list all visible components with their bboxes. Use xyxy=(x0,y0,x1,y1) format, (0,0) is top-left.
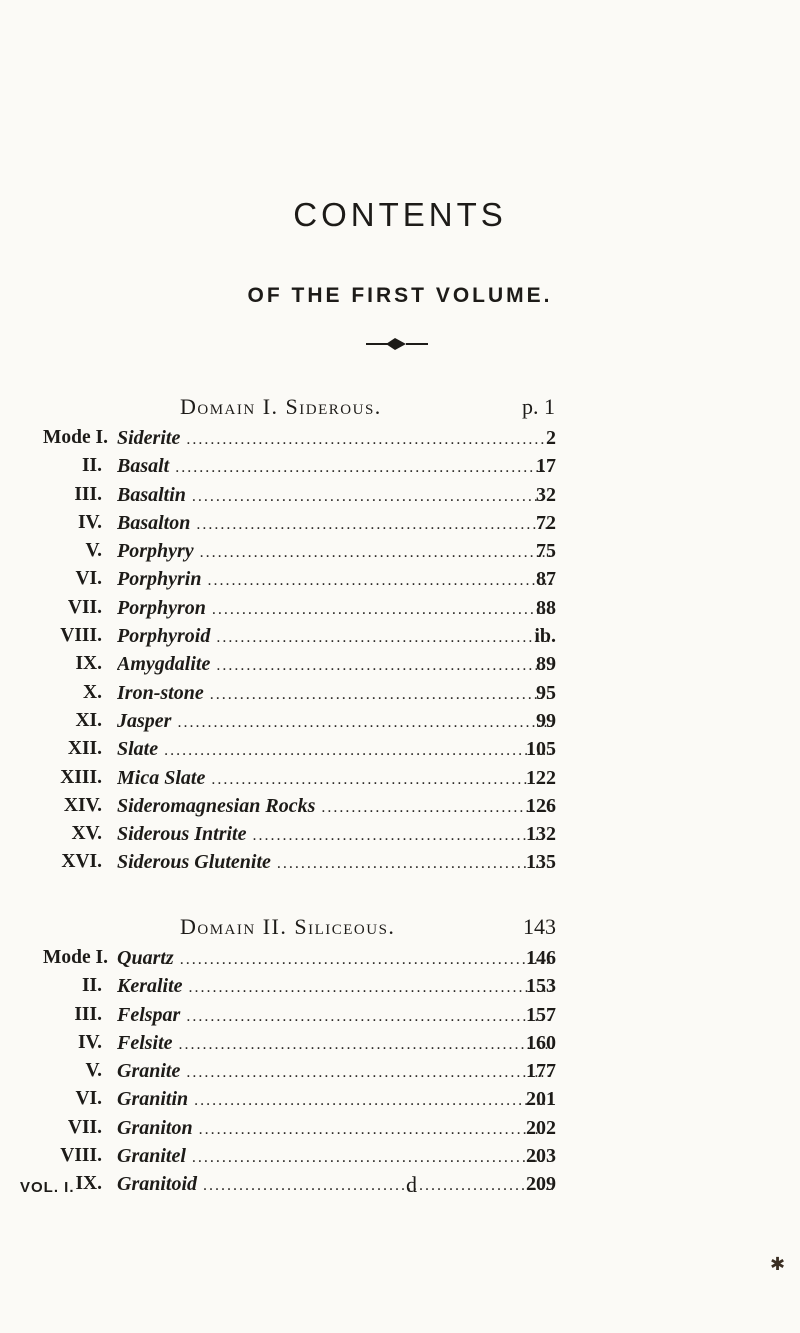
mode-number: Mode I. xyxy=(43,947,108,968)
mode-number: VI. xyxy=(75,1088,102,1110)
dot-leader xyxy=(186,1064,553,1082)
page-number: 209 xyxy=(526,1173,556,1196)
mode-number: VIII. xyxy=(60,625,102,647)
rock-name: Sideromagnesian Rocks xyxy=(117,794,316,817)
contents-entry xyxy=(0,653,800,681)
contents-entry xyxy=(0,1117,800,1145)
rock-name: Keralite xyxy=(117,975,183,998)
mode-number: X. xyxy=(83,681,102,703)
dot-leader xyxy=(177,714,553,732)
page-number: 88 xyxy=(536,596,556,619)
dot-leader xyxy=(216,657,553,675)
dot-leader xyxy=(180,951,553,969)
domain-title: Domain I. Siderous. xyxy=(180,394,382,419)
contents-entry xyxy=(0,1060,800,1088)
page-number: 87 xyxy=(536,568,556,591)
page-number: 157 xyxy=(526,1003,556,1026)
page-title: CONTENTS xyxy=(293,196,507,233)
page-number: 105 xyxy=(526,738,556,761)
rock-name: Felspar xyxy=(117,1003,181,1026)
page-number: 202 xyxy=(526,1116,556,1139)
page-number: 89 xyxy=(536,653,556,676)
dot-leader xyxy=(175,459,553,477)
mode-number: Mode I. xyxy=(43,427,108,448)
dot-leader xyxy=(186,431,553,449)
page-number: 122 xyxy=(526,766,556,789)
mode-number: IX. xyxy=(75,653,102,675)
dot-leader xyxy=(192,488,553,506)
page-number: 146 xyxy=(526,947,556,969)
contents-entry xyxy=(0,738,800,766)
contents-entry xyxy=(0,1145,800,1173)
contents-entry xyxy=(0,455,800,483)
domain-page-number: p. 1 xyxy=(522,394,555,419)
page-number: ib. xyxy=(534,625,556,648)
dot-leader xyxy=(212,601,553,619)
dot-leader xyxy=(216,629,553,647)
dot-leader xyxy=(211,771,553,789)
fleuron-arrow-icon xyxy=(362,335,432,353)
contents-entry xyxy=(0,568,800,596)
rock-name: Amygdalite xyxy=(117,653,211,676)
dot-leader xyxy=(196,516,553,534)
contents-entry xyxy=(0,540,800,568)
page-number: 17 xyxy=(536,455,556,478)
contents-entry xyxy=(0,795,800,823)
contents-entry xyxy=(0,625,800,653)
rock-name: Basalt xyxy=(117,455,170,478)
volume-label: VOL. I. xyxy=(20,1179,75,1196)
contents-entry xyxy=(0,823,800,851)
rock-name: Quartz xyxy=(117,947,174,969)
page-number: 177 xyxy=(526,1060,556,1083)
rock-name: Granitel xyxy=(117,1145,186,1168)
domain-entry-list xyxy=(0,427,800,880)
dot-leader xyxy=(207,572,553,590)
page-number: 32 xyxy=(536,483,556,506)
mode-number: V. xyxy=(85,540,102,562)
rock-name: Jasper xyxy=(117,709,172,732)
rock-name: Porphyroid xyxy=(117,625,211,648)
mode-number: XII. xyxy=(67,738,102,760)
mode-number: VII. xyxy=(67,1116,102,1138)
dot-leader xyxy=(189,979,553,997)
mode-number: VI. xyxy=(75,568,102,590)
rock-name: Porphyry xyxy=(117,540,194,563)
dot-leader xyxy=(277,855,553,873)
page-number: 135 xyxy=(526,851,556,874)
page-number: 153 xyxy=(526,975,556,998)
rock-name: Porphyrin xyxy=(117,568,202,591)
contents-entry xyxy=(0,427,800,455)
rock-name: Granitin xyxy=(117,1088,189,1111)
page-number: 2 xyxy=(546,427,556,449)
dot-leader xyxy=(321,799,553,817)
rock-name: Porphyron xyxy=(117,596,206,619)
mode-number: XI. xyxy=(75,709,102,731)
page-number: 75 xyxy=(536,540,556,563)
ink-blot-icon: ✱ xyxy=(770,1254,786,1274)
mode-number: IX. xyxy=(75,1173,102,1195)
dot-leader xyxy=(203,1177,553,1195)
rock-name: Mica Slate xyxy=(117,766,206,789)
domain-title: Domain II. Siliceous. xyxy=(180,914,396,939)
page-number: 160 xyxy=(526,1031,556,1054)
page-number: 203 xyxy=(526,1145,556,1168)
page-subtitle: OF THE FIRST VOLUME. xyxy=(247,284,553,307)
rock-name: Granitoid xyxy=(117,1173,198,1196)
mode-number: XVI. xyxy=(61,851,102,873)
contents-entry xyxy=(0,484,800,512)
mode-number: II. xyxy=(81,455,102,477)
dot-leader xyxy=(210,686,553,704)
dot-leader xyxy=(199,1121,553,1139)
contents-entry xyxy=(0,1088,800,1116)
contents-entry xyxy=(0,1004,800,1032)
contents-entry xyxy=(0,767,800,795)
mode-number: XV. xyxy=(71,823,102,845)
mode-number: IV. xyxy=(77,1031,102,1053)
contents-entry xyxy=(0,975,800,1003)
mode-number: V. xyxy=(85,1060,102,1082)
dot-leader xyxy=(192,1149,553,1167)
contents-entry xyxy=(0,597,800,625)
contents-entry xyxy=(0,710,800,738)
contents-entry xyxy=(0,1173,800,1201)
dot-leader xyxy=(200,544,553,562)
page-number: 126 xyxy=(526,794,556,817)
rock-name: Siderite xyxy=(117,427,181,449)
rock-name: Iron-stone xyxy=(117,681,204,704)
dot-leader xyxy=(164,742,553,760)
page-number: 99 xyxy=(536,709,556,732)
contents-entry xyxy=(0,851,800,879)
mode-number: IV. xyxy=(77,511,102,533)
dot-leader xyxy=(194,1092,553,1110)
contents-entry xyxy=(0,1032,800,1060)
rock-name: Felsite xyxy=(117,1031,173,1054)
rock-name: Siderous Glutenite xyxy=(117,851,271,874)
rock-name: Slate xyxy=(117,738,159,761)
rock-name: Graniton xyxy=(117,1116,193,1139)
mode-number: II. xyxy=(81,975,102,997)
domain-page-number: 143 xyxy=(523,914,556,939)
contents-entry xyxy=(0,512,800,540)
rock-name: Basalton xyxy=(117,511,191,534)
rock-name: Granite xyxy=(117,1060,181,1083)
mode-number: III. xyxy=(74,483,102,505)
domain-heading xyxy=(0,394,800,424)
mode-number: VII. xyxy=(67,596,102,618)
page-number: 95 xyxy=(536,681,556,704)
rock-name: Siderous Intrite xyxy=(117,823,247,846)
rock-name: Basaltin xyxy=(117,483,186,506)
contents-entry xyxy=(0,947,800,975)
page-number: 72 xyxy=(536,511,556,534)
mode-number: III. xyxy=(74,1003,102,1025)
domain-heading xyxy=(0,914,800,944)
mode-number: VIII. xyxy=(60,1145,102,1167)
dot-leader xyxy=(186,1008,553,1026)
domain-entry-list xyxy=(0,947,800,1202)
mode-number: XIII. xyxy=(60,766,102,788)
dot-leader xyxy=(179,1036,553,1054)
page-number: 132 xyxy=(526,823,556,846)
dot-leader xyxy=(252,827,553,845)
mode-number: XIV. xyxy=(63,794,102,816)
contents-entry xyxy=(0,682,800,710)
signature-mark: d xyxy=(406,1172,417,1197)
page-number: 201 xyxy=(526,1088,556,1111)
